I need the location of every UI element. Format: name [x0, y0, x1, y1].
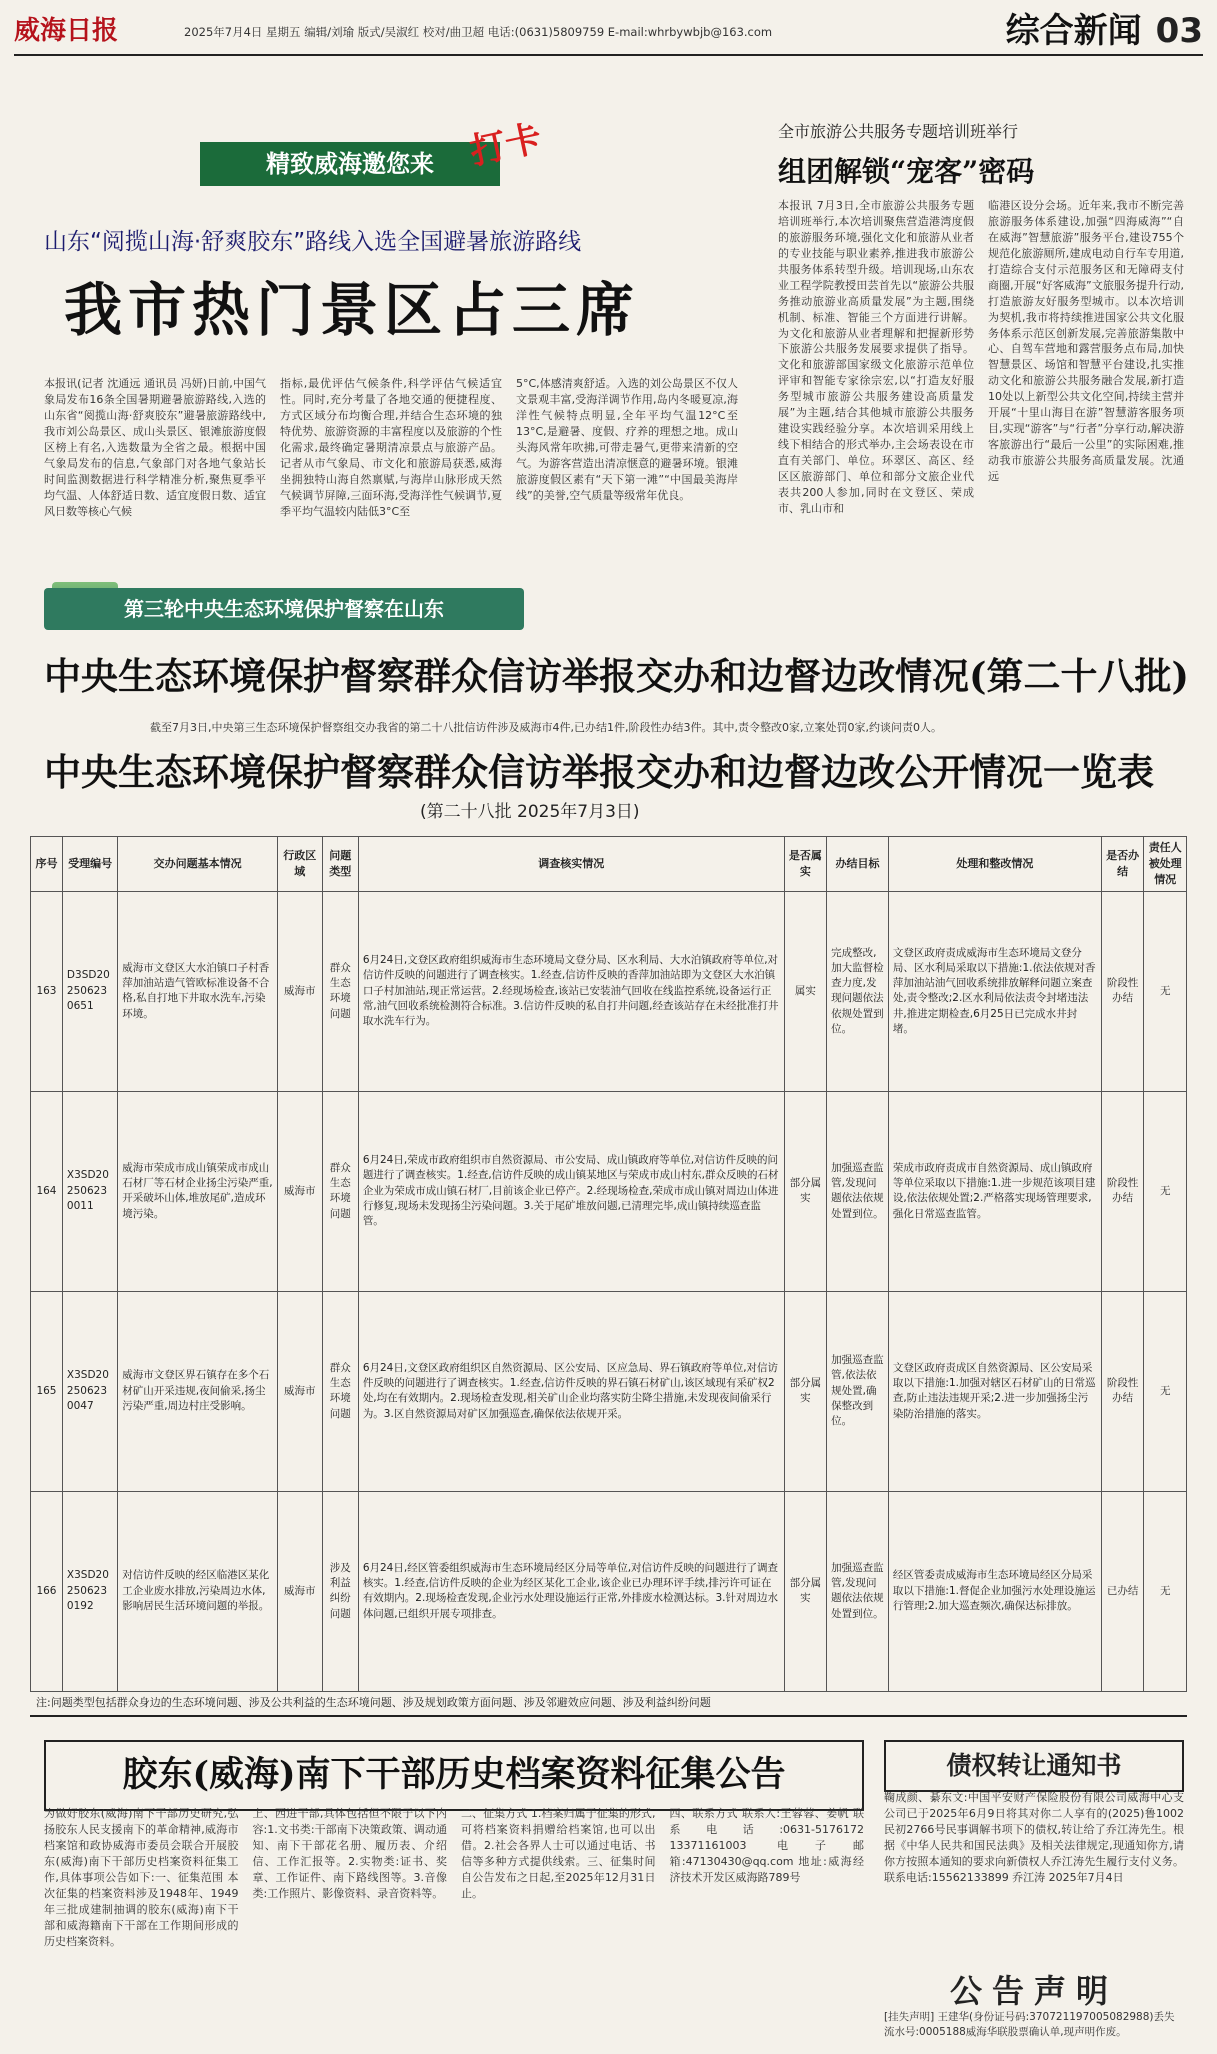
archive-column-4: 四、联系方式 联系人:王蓉蓉、姜帆 联系电话:0631-5176172 13371161003 电子邮箱:47130430@qq.com 地址:威海经济技术开发区威海路789号 [669, 1807, 864, 1884]
table-cell: 威海市 [277, 891, 322, 1091]
eco-intro: 截至7月3日,中央第三生态环境保护督察组交办我省的第二十八批信访件涉及威海市4件,已办结1件,阶段性办结3件。其中,责令整改0家,立案处罚0家,约谈问责0人。 [150, 721, 942, 734]
archive-body [44, 1806, 864, 2046]
table-cell: 6月24日,文登区政府组织区自然资源局、区公安局、区应急局、界石镇政府等单位,对信访件反映的问题进行了调查核实。1.经查,信访件反映的界石镇石材矿山,该区域现有采矿权2处,均在有效期内。2.现场检查发现,相关矿山企业均落实防尘降尘措施,未发现夜间偷采行为。3.区自然资源局对矿区加强巡查,确保依法依规开采。 [358, 1291, 784, 1491]
training-title: 组团解锁“宠客”密码 [778, 155, 1035, 188]
table-cell: 群众生态环境问题 [322, 891, 358, 1091]
table-cell: 163 [31, 891, 63, 1091]
table-cell: 无 [1144, 1091, 1187, 1291]
table-cell: 威海市文登区大水泊镇口子村香萍加油站造气管欧标准设备不合格,私自打地下井取水洗车,污染环境。 [118, 891, 278, 1091]
table-cell: 6月24日,荣成市政府组织市自然资源局、市公安局、成山镇政府等单位,对信访件反映的问题进行了调查核实。1.经查,信访件反映的成山镇某地区与荣成市成山村东,群众反映的石材企业为荣成市成山镇石材厂,目前该企业已停产。2.经现场检查,荣成市成山镇对周边山体进行修复,现场未发现扬尘污染问题。3.关于尾矿堆放问题,已清理完毕,成山镇持续巡查监管。 [358, 1091, 784, 1291]
archive-column-3: 二、征集方式 1.档案归属于征集的形式,可将档案资料捐赠给档案馆,也可以出借。2.社会各界人士可以通过电话、书信等多种方式提供线索。三、征集时间 自公告发布之日起,至2025年12月31日止。 [461, 1807, 656, 1900]
table-header-cell: 责任人被处理情况 [1144, 837, 1187, 892]
feature-subtitle: 山东“阅揽山海·舒爽胶东”路线入选全国避暑旅游路线 [44, 229, 582, 255]
training-column-1: 本报讯 7月3日,全市旅游公共服务专题培训班举行,本次培训聚焦营造港湾度假的旅游服务环境,强化文化和旅游从业者的专业技能与职业素养,推进我市旅游公共服务体系转型升级。培训现场,山东农业工程学院教授田芸首先以“旅游公共服务推动旅游业高质量发展”为主题,围绕机制、标准、智能三个方面进行讲解。为文化和旅游从业者理解和把握新形势下旅游公共服务发展要求提供了指导。文化和旅游部国家级文化旅游示范单位评审和智能专家徐宗宏,以“打造友好服务型城市旅游公共服务建设高质量发展”为主题,结合其他城市旅游公共服务建设实践经验分享。本次培训采用线上线下相结合的形式举办,主会场表设在市直有关部门、单位。环翠区、高区、经区区旅游部门、单位和部分文旅企业代表共200人参加,同时在文登区、荣成市、乳山市和 [778, 199, 974, 515]
training-column-2: 临港区设分会场。近年来,我市不断完善旅游服务体系建设,加强“四海威海”“自在威海”智慧旅游”服务平台,建设755个规范化旅游厕所,建成电动自行车专用道,打造综合支付示范服务区和无障碍支付商圈,开展“好客威海”文旅服务提升行动,打造旅游友好服务型城市。以本次培训为契机,我市将持续推进国家公共文化服务体系示范区创新发展,完善旅游集散中心、自驾车营地和露营服务点布局,加快智慧景区、场馆和智慧平台建设,扎实推动文化和旅游公共服务融合发展,新打造10处以上新型公共文化空间,持续主营并开展“十里山海目在游”智慧游客服务项目,实现“游客”与“行者”分享行动,解决游客旅游出行“最后一公里”的实际困难,推动我市旅游公共服务高质量发展。沈通远 [988, 199, 1184, 483]
table-header-cell: 是否属实 [784, 837, 827, 892]
table-cell: 阶段性办结 [1101, 1091, 1144, 1291]
table-cell: 荣成市政府责成市自然资源局、成山镇政府等单位采取以下措施:1.进一步规范该项目建设,依法依规处置;2.严格落实现场管理要求,强化日常巡查监管。 [888, 1091, 1101, 1291]
table-cell: 无 [1144, 891, 1187, 1091]
feature-column-2: 指标,最优评估气候条件,科学评估气候适宜性。同时,充分考量了各地交通的便捷程度、方式区域分布均衡合理,并结合生态环境的独特优势、旅游资源的丰富程度以及旅游的个性化需求,最终确定暑期清凉景点与旅游产品。记者从市气象局、市文化和旅游局获悉,威海坐拥独特山海自然禀赋,与海岸山脉形成天然气候调节屏障,三面环海,受海洋性气候调节,夏季平均气温较内陆低3°C至 [280, 377, 502, 518]
feature-headline: 我市热门景区占三席 [64, 276, 641, 344]
table-cell: X3SD202506230047 [62, 1291, 117, 1491]
table-header-cell: 受理编号 [62, 837, 117, 892]
table-cell: 威海市 [277, 1091, 322, 1291]
newspaper-logo: 威海日报 [14, 16, 119, 47]
notice-title: 公告声明 [949, 1972, 1118, 2010]
eco-band: 第三轮中央生态环境保护督察在山东 [44, 588, 524, 630]
table-cell: 完成整改,加大监督检查力度,发现问题依法依规处置到位。 [827, 891, 889, 1091]
table-cell: 阶段性办结 [1101, 1291, 1144, 1491]
table-cell: 文登区政府责成区自然资源局、区公安局采取以下措施:1.加强对辖区石材矿山的日常巡查,防止违法违规开采;2.进一步加强扬尘污染防治措施的落实。 [888, 1291, 1101, 1491]
table-header-row [31, 837, 1187, 892]
table-header-cell: 序号 [31, 837, 63, 892]
debt-text: 鞠成颜、綦东文:中国平安财产保险股份有限公司威海中心支公司已于2025年6月9日将其对你二人享有的(2025)鲁1002民初2766号民事调解书项下的债权,转让给了乔江涛先生。根据《中华人民共和国民法典》及相关法律规定,现通知你方,请你方按照本通知的要求向新债权人乔江涛先生履行支付义务。联系电话:15562133899 乔江涛 2025年7月4日 [884, 1791, 1184, 1884]
feature-column-1: 本报讯(记者 沈通远 通讯员 冯妍)日前,中国气象局发布16条全国暑期避暑旅游路线,入选的山东省“阅揽山海·舒爽胶东”避暑旅游路线中,我市刘公岛景区、成山头景区、银滩旅游度假区榜上有名,入选数量为全省之最。根据中国气象局发布的信息,气象部门对各地气象站长时间监测数据进行科学精准分析,聚焦夏季平均气温、人体舒适日数、适宜度假日数、适宜风日数等核心气候 [44, 377, 266, 518]
table-header-cell: 调查核实情况 [358, 837, 784, 892]
table-row [31, 891, 1187, 1091]
table-cell: 威海市荣成市成山镇荣成市成山石材厂等石材企业扬尘污染严重,开采破坏山体,堆放尾矿,造成环境污染。 [118, 1091, 278, 1291]
table-cell: 对信访件反映的经区临港区某化工企业废水排放,污染周边水体,影响居民生活环境问题的举报。 [118, 1491, 278, 1691]
table-note: 注:问题类型包括群众身边的生态环境问题、涉及公共利益的生态环境问题、涉及规划政策方面问题、涉及邻避效应问题、涉及利益纠纷问题 [36, 1696, 711, 1709]
archive-column-1: 为做好胶东(威海)南下干部历史研究,弘扬胶东人民支援南下的革命精神,威海市档案馆和政协威海市委员会联合开展胶东(威海)南下干部历史档案资料征集工作,具体事项公告如下:一、征集范围 本次征集的档案资料涉及1948年、1949年三批成建制抽调的胶东(威海)南下干部和威海籍南下干部在工作期间形成的历史档案资料。 [44, 1807, 239, 1948]
table-cell: 已办结 [1101, 1491, 1144, 1691]
notice-text: [挂失声明] 王建华(身份证号码:370721197005082988)丢失流水号:0005188威海华联股票确认单,现声明作废。 [884, 2011, 1175, 2039]
table-cell: 6月24日,经区管委组织威海市生态环境局经区分局等单位,对信访件反映的问题进行了调查核实。1.经查,信访件反映的企业为经区某化工企业,该企业已办理环评手续,排污许可证在有效期内。2.现场检查发现,企业污水处理设施运行正常,外排废水检测达标。3.针对周边水体问题,已组织开展专项排查。 [358, 1491, 784, 1691]
feature-stamp: 打卡 [466, 117, 546, 174]
feature-band: 精致威海邀您来 [200, 142, 500, 186]
eco-title-1: 中央生态环境保护督察群众信访举报交办和边督边改情况(第二十八批) [44, 654, 1190, 698]
archive-column-2: 上、西进干部,具体包括但不限于以下内容:1.文书类:干部南下决策政策、调动通知、南下干部花名册、履历表、介绍信、工作汇报等。2.实物类:证书、奖章、工作证件、南下路线图等。3.音像类:工作照片、影像资料、录音资料等。 [252, 1807, 447, 1900]
archive-title: 胶东(威海)南下干部历史档案资料征集公告 [44, 1740, 864, 1811]
table-cell: 加强巡查监管,依法依规处置,确保整改到位。 [827, 1291, 889, 1491]
table-cell: 6月24日,文登区政府组织威海市生态环境局文登分局、区水利局、大水泊镇政府等单位,对信访件反映的问题进行了调查核实。1.经查,信访件反映的香萍加油站即为文登区大水泊镇口子村加油站,现正常运营。2.经现场检查,该站已安装油气回收在线监控系统,设备运行正常,油气回收系统检测符合标准。3.信访件反映的私自打井问题,经查该站存在未经批准打井取水洗车行为。 [358, 891, 784, 1091]
table-header-cell: 问题类型 [322, 837, 358, 892]
debt-title: 债权转让通知书 [884, 1740, 1184, 1792]
table-cell: D3SD202506230651 [62, 891, 117, 1091]
masthead-info: 2025年7月4日 星期五 编辑/刘瑜 版式/吴淑红 校对/曲卫超 电话:(0631)5809759 E-mail:whrbywbjb@163.com [184, 24, 773, 39]
table-cell: 涉及利益纠纷问题 [322, 1491, 358, 1691]
table-cell: 加强巡查监管,发现问题依法依规处置到位。 [827, 1091, 889, 1291]
page-number: 03 [1155, 11, 1203, 52]
table-row [31, 1491, 1187, 1691]
table-cell: X3SD202506230011 [62, 1091, 117, 1291]
table-header-cell: 是否办结 [1101, 837, 1144, 892]
table-cell: 威海市文登区界石镇存在多个石材矿山开采违规,夜间偷采,扬尘污染严重,周边村庄受影响。 [118, 1291, 278, 1491]
masthead [14, 10, 1203, 56]
table-cell: 文登区政府责成威海市生态环境局文登分局、区水利局采取以下措施:1.依法依规对香萍加油站油气回收系统排放解释问题立案查处,责令整改;2.区水利局依法责令封堵违法井,推进定期检查,6月25日已完成水井封堵。 [888, 891, 1101, 1091]
table-cell: 无 [1144, 1291, 1187, 1491]
training-kicker: 全市旅游公共服务专题培训班举行 [778, 122, 1019, 141]
table-cell: 阶段性办结 [1101, 891, 1144, 1091]
table-cell: 165 [31, 1291, 63, 1491]
table-header-cell: 交办问题基本情况 [118, 837, 278, 892]
table-cell: 部分属实 [784, 1491, 827, 1691]
table-cell: 属实 [784, 891, 827, 1091]
table-cell: 群众生态环境问题 [322, 1291, 358, 1491]
table-cell: 部分属实 [784, 1091, 827, 1291]
table-cell: 164 [31, 1091, 63, 1291]
section-title: 综合新闻 [1005, 11, 1142, 52]
feature-column-3: 5°C,体感清爽舒适。入选的刘公岛景区不仅人文景观丰富,受海洋调节作用,岛内冬暖夏凉,海洋性气候特点明显,全年平均气温12°C至13°C,是避暑、度假、疗养的理想之地。成山头海风常年吹拂,可带走暑气,更带来清新的空气。为游客营造出清凉惬意的避暑环境。银滩旅游度假区素有“天下第一滩”“中国最美海岸线”的美誉,空气质量等级常年优良。 [516, 377, 738, 502]
section-divider [30, 1715, 1187, 1717]
table-row [31, 1291, 1187, 1491]
table-header-cell: 办结目标 [827, 837, 889, 892]
eco-table [30, 836, 1187, 1692]
table-header-cell: 行政区域 [277, 837, 322, 892]
table-cell: X3SD202506230192 [62, 1491, 117, 1691]
table-cell: 无 [1144, 1491, 1187, 1691]
table-cell: 部分属实 [784, 1291, 827, 1491]
table-cell: 经区管委责成威海市生态环境局经区分局采取以下措施:1.督促企业加强污水处理设施运行管理;2.加大巡查频次,确保达标排放。 [888, 1491, 1101, 1691]
table-cell: 群众生态环境问题 [322, 1091, 358, 1291]
eco-batch: (第二十八批 2025年7月3日) [420, 802, 640, 822]
table-cell: 威海市 [277, 1491, 322, 1691]
eco-title-2: 中央生态环境保护督察群众信访举报交办和边督边改公开情况一览表 [44, 750, 1154, 794]
table-row [31, 1091, 1187, 1291]
table-cell: 威海市 [277, 1291, 322, 1491]
table-cell: 加强巡查监管,发现问题依法依规处置到位。 [827, 1491, 889, 1691]
table-header-cell: 处理和整改情况 [888, 837, 1101, 892]
table-cell: 166 [31, 1491, 63, 1691]
